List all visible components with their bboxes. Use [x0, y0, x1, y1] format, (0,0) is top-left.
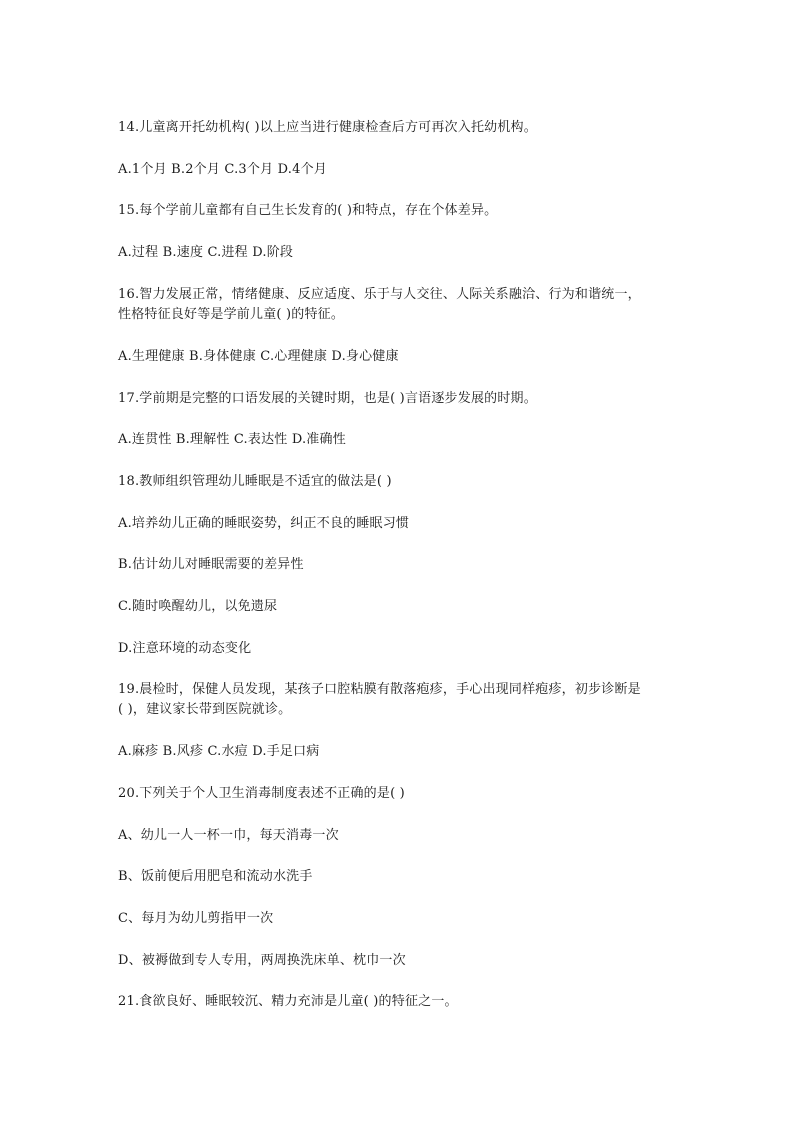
question-20-option-a: A、幼儿一人一杯一巾，每天消毒一次	[118, 828, 339, 843]
question-20: 20.下列关于个人卫生消毒制度表述不正确的是( )	[118, 786, 405, 801]
question-14: 14.儿童离开托幼机构( )以上应当进行健康检查后方可再次入托幼机构。	[118, 120, 537, 135]
question-18: 18.教师组织管理幼儿睡眠是不适宜的做法是( )	[118, 474, 392, 489]
question-20-option-b: B、饭前便后用肥皂和流动水洗手	[118, 869, 313, 884]
question-19-options: A.麻疹 B.风疹 C.水痘 D.手足口病	[118, 744, 320, 759]
question-16-line-1: 16.智力发展正常，情绪健康、反应适度、乐于与人交往、人际关系融洽、行为和谐统一，	[118, 287, 641, 302]
question-15-options: A.过程 B.速度 C.进程 D.阶段	[118, 245, 294, 260]
question-17: 17.学前期是完整的口语发展的关键时期，也是( )言语逐步发展的时期。	[118, 391, 537, 406]
question-16-options: A.生理健康 B.身体健康 C.心理健康 D.身心健康	[118, 349, 399, 364]
question-18-option-d: D.注意环境的动态变化	[118, 641, 252, 656]
question-18-option-c: C.随时唤醒幼儿，以免遗尿	[118, 599, 278, 614]
question-20-option-d: D、被褥做到专人专用，两周换洗床单、枕巾一次	[118, 953, 406, 968]
question-14-options: A.1个月 B.2个月 C.3个月 D.4个月	[118, 162, 327, 177]
question-19-line-1: 19.晨检时，保健人员发现，某孩子口腔粘膜有散落疱疹，手心出现同样疱疹，初步诊断是	[118, 682, 641, 697]
question-17-options: A.连贯性 B.理解性 C.表达性 D.准确性	[118, 432, 346, 447]
question-15: 15.每个学前儿童都有自己生长发育的( )和特点，存在个体差异。	[118, 203, 498, 218]
question-20-option-c: C、每月为幼儿剪指甲一次	[118, 911, 274, 926]
question-18-option-a: A.培养幼儿正确的睡眠姿势，纠正不良的睡眠习惯	[118, 516, 410, 531]
question-16-line-2: 性格特征良好等是学前儿童( )的特征。	[118, 307, 345, 322]
question-18-option-b: B.估计幼儿对睡眠需要的差异性	[118, 557, 304, 572]
question-21: 21.食欲良好、睡眠较沉、精力充沛是儿童( )的特征之一。	[118, 994, 458, 1009]
question-19-line-2: ( )，建议家长带到医院就诊。	[118, 702, 292, 717]
